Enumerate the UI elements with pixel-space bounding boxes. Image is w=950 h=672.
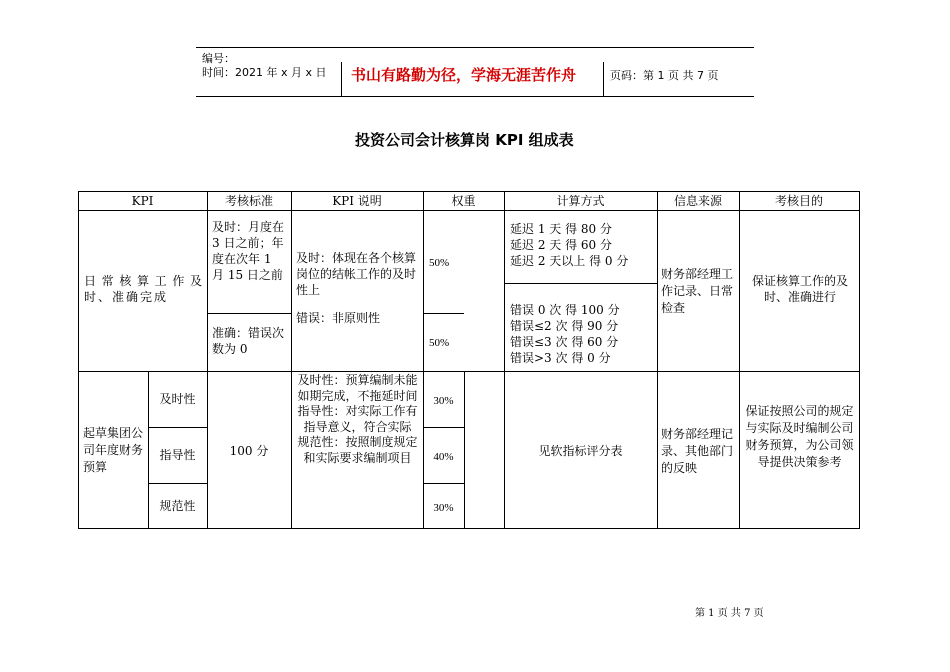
- row2-sub-timeliness: 及时性: [159, 392, 196, 406]
- calc-line: 错误>3 次 得 0 分: [510, 351, 611, 365]
- header-kpi-description: KPI 说明: [332, 194, 382, 208]
- calc-line: 延迟 2 天 得 60 分: [510, 238, 612, 252]
- row2-purpose: 保证按照公司的规定与实际及时编制公司财务预算，为公司领导提供决策参考: [745, 404, 854, 469]
- row2-weight-standard: 30%: [433, 502, 454, 514]
- row1-standard-accurate: 准确：错误次数为 0: [212, 326, 285, 356]
- row2-kpi: 起草集团公司年度财务预算: [83, 426, 144, 474]
- row1-description-error: 错误：非原则性: [296, 311, 381, 325]
- row2-description-guidance: 指导性：对实际工作有指导意义，符合实际: [297, 404, 418, 434]
- document-date-label: 时间：2021 年 x 月 x 日: [202, 66, 327, 79]
- calc-line: 延迟 1 天 得 80 分: [510, 222, 612, 236]
- row1-weight-accurate: 50%: [429, 337, 450, 349]
- document-number-label: 编号：: [202, 52, 235, 65]
- header-standard: 考核标准: [224, 194, 273, 208]
- row2-standard: 100 分: [229, 444, 269, 458]
- row1-calc-delay: [510, 221, 655, 269]
- page-number-label: 页码：第 1 页 共 7 页: [610, 69, 719, 82]
- row2-weight-guidance: 40%: [433, 451, 454, 463]
- header-purpose: 考核目的: [774, 194, 823, 208]
- row2-description-standard: 规范性：按照制度规定和实际要求编制项目: [297, 435, 418, 465]
- row2-description: [294, 373, 421, 466]
- header-weight: 权重: [451, 194, 476, 208]
- row1-standard-timely: 及时：月度在 3 日之前；年度在次年 1 月 15 日之前: [212, 220, 285, 282]
- row1-calc-errors: [510, 302, 655, 366]
- row2-sub-standard: 规范性: [159, 499, 196, 513]
- header-calculation: 计算方式: [556, 194, 605, 208]
- header-info-source: 信息来源: [673, 194, 722, 208]
- row2-sub-guidance: 指导性: [159, 448, 196, 462]
- page-footer: 第 1 页 共 7 页: [695, 608, 764, 619]
- calc-line: 错误≤2 次 得 90 分: [510, 319, 619, 333]
- row1-purpose: 保证核算工作的及时、准确进行: [751, 274, 848, 304]
- row2-weight-timeliness: 30%: [433, 395, 454, 407]
- row2-info-source: 财务部经理记录、其他部门的反映: [661, 427, 734, 475]
- row1-weight-timely: 50%: [429, 257, 450, 269]
- row2-description-timeliness: 及时性：预算编制未能如期完成，不拖延时间: [297, 373, 418, 403]
- page-title: 投资公司会计核算岗 KPI 组成表: [355, 131, 574, 149]
- header-kpi: KPI: [131, 194, 154, 208]
- calc-line: 错误 0 次 得 100 分: [510, 303, 620, 317]
- row1-kpi: 日常核算工作及时、准确完成: [84, 274, 204, 304]
- row1-description-timely: 及时：体现在各个核算岗位的结帐工作的及时性上: [296, 251, 417, 297]
- header-motto: 书山有路勤为径，学海无涯苦作舟: [351, 66, 577, 84]
- row2-calculation: 见软指标评分表: [538, 444, 623, 458]
- calc-line: 错误≤3 次 得 60 分: [510, 335, 619, 349]
- calc-line: 延迟 2 天以上 得 0 分: [510, 254, 629, 268]
- row1-info-source: 财务部经理工作记录、日常检查: [661, 267, 734, 315]
